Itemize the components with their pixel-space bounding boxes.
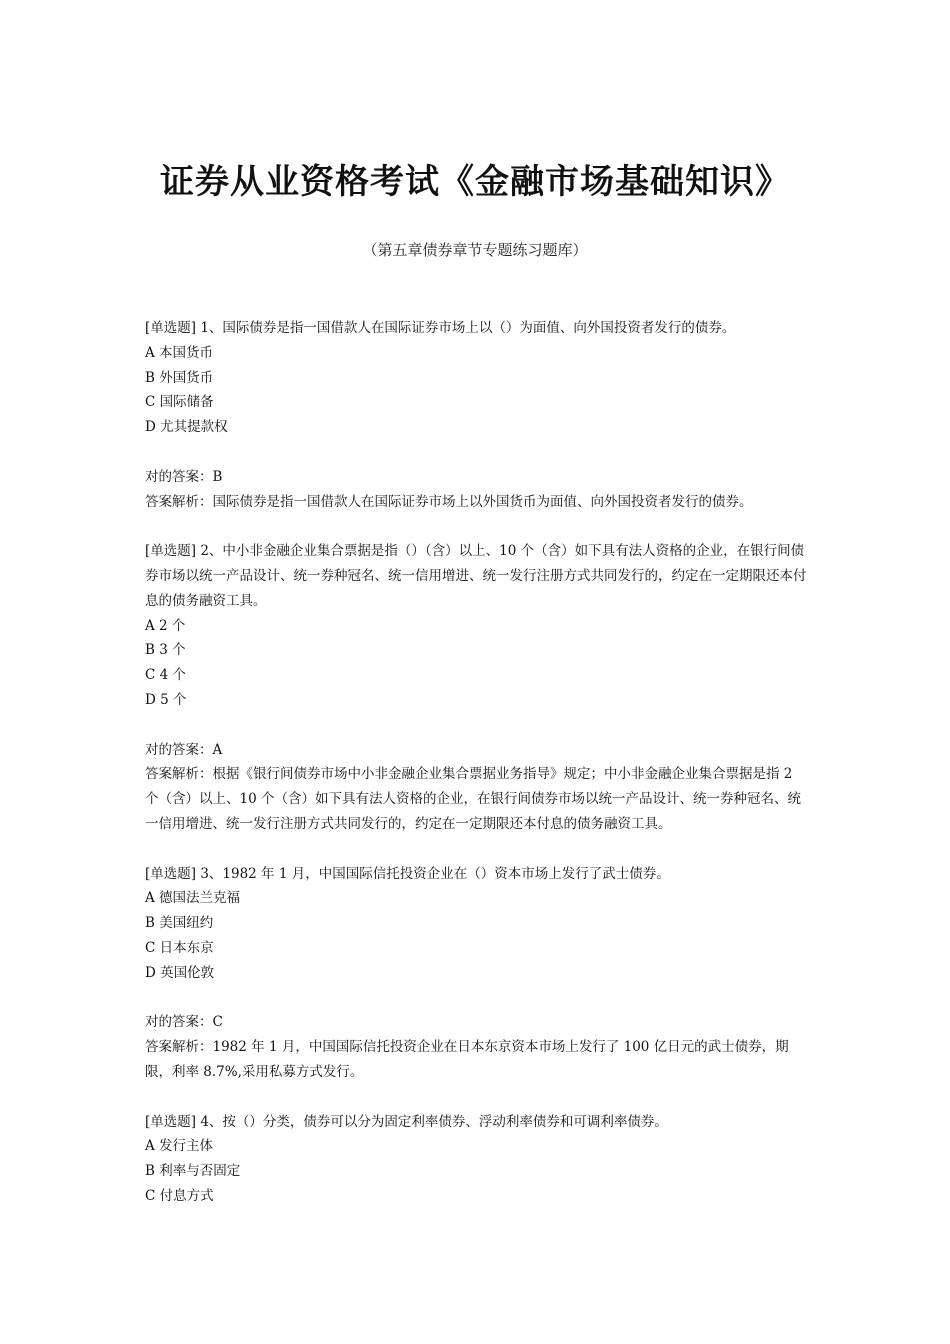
question-option: D 英国伦敦	[145, 964, 215, 981]
question-analysis: 答案解析：1982 年 1 月，中国国际信托投资企业在日本东京资本市场上发行了 100 亿日元的武士债券，期限，利率 8.7%,采用私募方式发行。	[145, 1039, 789, 1080]
question-stem: [单选题] 4、按（）分类，债券可以分为固定利率债券、浮动利率债券和可调利率债券。	[145, 1113, 668, 1130]
question-answer: 对的答案：B	[145, 468, 223, 485]
question-option: B 美国纽约	[145, 915, 214, 932]
spacer	[145, 440, 810, 465]
question-option: C 国际储备	[145, 394, 214, 411]
question-option: B 利率与否固定	[145, 1163, 241, 1180]
document-title: 证券从业资格考试《金融市场基础知识》	[160, 162, 790, 202]
question-option: B 3 个	[145, 642, 186, 659]
question-item	[145, 316, 810, 539]
question-item	[145, 539, 810, 861]
spacer	[145, 1085, 810, 1110]
spacer	[145, 713, 810, 738]
document-subtitle: （第五章债券章节专题练习题库）	[362, 241, 588, 259]
question-option: D 5 个	[145, 691, 187, 708]
question-stem: [单选题] 2、中小非金融企业集合票据是指（）（含）以上、10 个（含）如下具有法人资格的企业，在银行间债券市场以统一产品设计、统一券种冠名、统一信用增进、统一发行注册方式共同发行的，约定在一定期限还本付息的债务融资工具。	[145, 543, 807, 609]
question-item	[145, 1110, 810, 1209]
question-list	[145, 316, 810, 1209]
spacer	[145, 837, 810, 862]
question-option: B 外国货币	[145, 369, 214, 386]
question-option: C 付息方式	[145, 1187, 214, 1204]
question-stem: [单选题] 1、国际债券是指一国借款人在国际证券市场上以（）为面值、向外国投资者发行的债券。	[145, 320, 736, 336]
question-option: C 4 个	[145, 667, 187, 684]
question-analysis: 答案解析：国际债券是指一国借款人在国际证券市场上以外国货币为面值、向外国投资者发行的债券。	[145, 493, 753, 510]
spacer	[145, 514, 810, 539]
question-option: A 本国货币	[145, 344, 214, 361]
question-option: A 德国法兰克福	[145, 890, 241, 907]
question-item	[145, 862, 810, 1110]
question-option: A 2 个	[145, 617, 186, 634]
question-option: D 尤其提款权	[145, 419, 228, 436]
question-option: A 发行主体	[145, 1138, 214, 1155]
question-analysis: 答案解析：根据《银行间债券市场中小非金融企业集合票据业务指导》规定；中小非金融企业集合票据是指 2 个（含）以上、10 个（含）如下具有法人资格的企业，在银行间债券市场以统一产品设计、统一券种冠名、统一信用增进、统一发行注册方式共同发行的，约定在一定期限还本付息的债务融资工具。	[145, 766, 801, 832]
question-stem: [单选题] 3、1982 年 1 月，中国国际信托投资企业在（）资本市场上发行了武士债券。	[145, 865, 670, 882]
question-answer: 对的答案：C	[145, 1014, 223, 1031]
question-option: C 日本东京	[145, 939, 214, 956]
spacer	[145, 986, 810, 1011]
question-answer: 对的答案：A	[145, 741, 223, 758]
